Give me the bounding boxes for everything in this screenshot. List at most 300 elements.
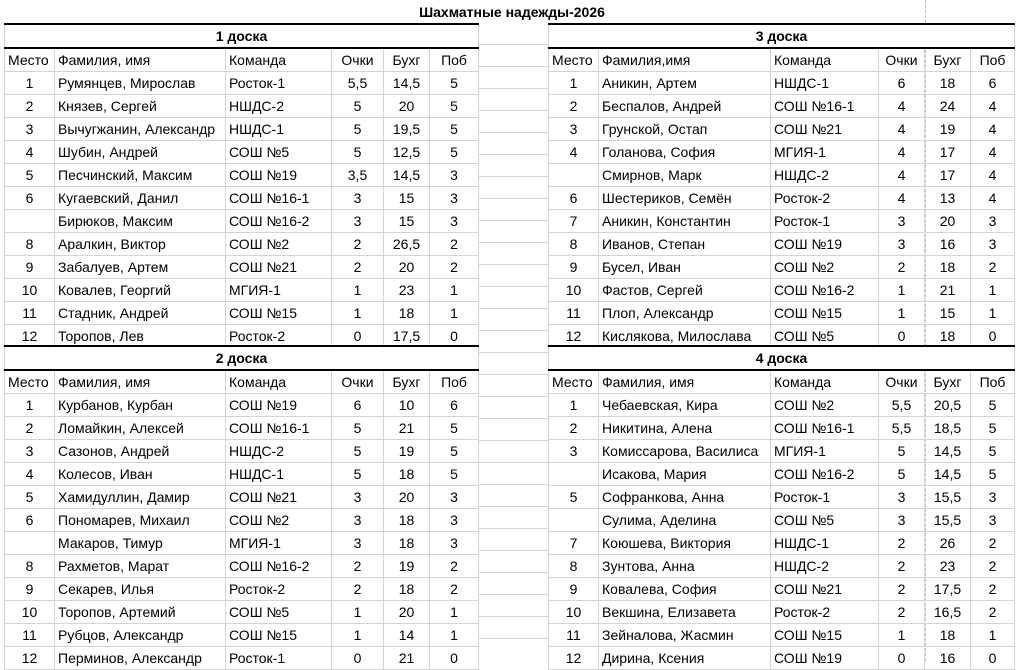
cell-name[interactable]: Смирнов, Марк bbox=[599, 164, 771, 187]
cell-points[interactable]: 1 bbox=[332, 601, 384, 624]
cell-place[interactable]: 1 bbox=[5, 72, 55, 95]
cell-wins[interactable]: 5 bbox=[971, 394, 1015, 417]
cell-buchholz[interactable]: 15,5 bbox=[925, 509, 971, 532]
column-header-place[interactable]: Место bbox=[549, 48, 599, 72]
cell-team[interactable]: СОШ №15 bbox=[226, 624, 332, 647]
cell-buchholz[interactable]: 18 bbox=[384, 532, 430, 555]
cell-place[interactable]: 12 bbox=[549, 647, 599, 670]
cell-name[interactable]: Кугаевский, Данил bbox=[55, 187, 226, 210]
cell-team[interactable]: МГИЯ-1 bbox=[226, 532, 332, 555]
cell-place[interactable]: 2 bbox=[549, 95, 599, 118]
cell-buchholz[interactable]: 19,5 bbox=[384, 118, 430, 141]
cell-buchholz[interactable]: 18 bbox=[925, 624, 971, 647]
cell-points[interactable]: 1 bbox=[879, 279, 925, 302]
cell-buchholz[interactable]: 16 bbox=[925, 233, 971, 256]
cell-team[interactable]: Росток-1 bbox=[226, 72, 332, 95]
cell-team[interactable]: СОШ №15 bbox=[771, 302, 879, 325]
cell-buchholz[interactable]: 10 bbox=[384, 394, 430, 417]
cell-buchholz[interactable]: 24 bbox=[925, 95, 971, 118]
cell-name[interactable]: Бирюков, Максим bbox=[55, 210, 226, 233]
cell-team[interactable]: СОШ №16-1 bbox=[226, 417, 332, 440]
cell-points[interactable]: 2 bbox=[879, 256, 925, 279]
cell-team[interactable]: НШДС-2 bbox=[771, 555, 879, 578]
cell-name[interactable]: Аникин, Константин bbox=[599, 210, 771, 233]
cell-place[interactable]: 10 bbox=[5, 601, 55, 624]
cell-points[interactable]: 5 bbox=[879, 440, 925, 463]
cell-points[interactable]: 6 bbox=[879, 72, 925, 95]
cell-team[interactable]: Росток-2 bbox=[226, 325, 332, 348]
cell-place[interactable]: 6 bbox=[5, 187, 55, 210]
cell-wins[interactable]: 4 bbox=[971, 187, 1015, 210]
column-header-points[interactable]: Очки bbox=[879, 48, 925, 72]
cell-place[interactable]: 1 bbox=[549, 72, 599, 95]
cell-name[interactable]: Грунской, Остап bbox=[599, 118, 771, 141]
cell-points[interactable]: 5,5 bbox=[332, 72, 384, 95]
cell-place[interactable]: 9 bbox=[5, 578, 55, 601]
cell-name[interactable]: Векшина, Елизавета bbox=[599, 601, 771, 624]
cell-buchholz[interactable]: 20 bbox=[384, 486, 430, 509]
cell-team[interactable]: СОШ №5 bbox=[226, 601, 332, 624]
cell-name[interactable]: Торопов, Артемий bbox=[55, 601, 226, 624]
cell-wins[interactable]: 2 bbox=[971, 578, 1015, 601]
cell-points[interactable]: 3 bbox=[332, 187, 384, 210]
cell-wins[interactable]: 0 bbox=[430, 647, 479, 670]
cell-buchholz[interactable]: 26 bbox=[925, 532, 971, 555]
cell-points[interactable]: 2 bbox=[332, 555, 384, 578]
cell-name[interactable]: Чебаевская, Кира bbox=[599, 394, 771, 417]
cell-wins[interactable]: 5 bbox=[971, 417, 1015, 440]
cell-place[interactable]: 11 bbox=[5, 302, 55, 325]
cell-wins[interactable]: 1 bbox=[971, 302, 1015, 325]
cell-place[interactable]: 4 bbox=[5, 463, 55, 486]
cell-name[interactable]: Беспалов, Андрей bbox=[599, 95, 771, 118]
cell-points[interactable]: 2 bbox=[332, 256, 384, 279]
cell-points[interactable]: 3 bbox=[879, 509, 925, 532]
column-header-place[interactable]: Место bbox=[5, 48, 55, 72]
cell-team[interactable]: СОШ №19 bbox=[226, 164, 332, 187]
cell-team[interactable]: СОШ №16-1 bbox=[771, 95, 879, 118]
cell-place[interactable] bbox=[5, 210, 55, 233]
cell-points[interactable]: 5,5 bbox=[879, 394, 925, 417]
cell-place[interactable]: 8 bbox=[5, 555, 55, 578]
column-header-points[interactable]: Очки bbox=[332, 48, 384, 72]
cell-wins[interactable]: 3 bbox=[971, 509, 1015, 532]
cell-team[interactable]: СОШ №16-2 bbox=[771, 279, 879, 302]
cell-wins[interactable]: 2 bbox=[430, 233, 479, 256]
cell-team[interactable]: НШДС-1 bbox=[771, 72, 879, 95]
cell-place[interactable]: 8 bbox=[5, 233, 55, 256]
cell-wins[interactable]: 3 bbox=[430, 486, 479, 509]
cell-buchholz[interactable]: 14,5 bbox=[384, 164, 430, 187]
cell-name[interactable]: Ковалев, Георгий bbox=[55, 279, 226, 302]
cell-points[interactable]: 5 bbox=[332, 95, 384, 118]
cell-buchholz[interactable]: 21 bbox=[925, 279, 971, 302]
cell-wins[interactable]: 1 bbox=[430, 302, 479, 325]
cell-wins[interactable]: 5 bbox=[430, 440, 479, 463]
column-header-name[interactable]: Фамилия, имя bbox=[55, 48, 226, 72]
cell-points[interactable]: 0 bbox=[332, 647, 384, 670]
cell-team[interactable]: СОШ №16-2 bbox=[226, 555, 332, 578]
cell-name[interactable]: Сазонов, Андрей bbox=[55, 440, 226, 463]
cell-name[interactable]: Сулима, Аделина bbox=[599, 509, 771, 532]
cell-name[interactable]: Румянцев, Мирослав bbox=[55, 72, 226, 95]
cell-wins[interactable]: 6 bbox=[971, 72, 1015, 95]
cell-team[interactable]: СОШ №19 bbox=[771, 233, 879, 256]
cell-buchholz[interactable]: 15,5 bbox=[925, 486, 971, 509]
cell-team[interactable]: СОШ №21 bbox=[226, 256, 332, 279]
cell-name[interactable]: Никитина, Алена bbox=[599, 417, 771, 440]
cell-wins[interactable]: 2 bbox=[430, 578, 479, 601]
cell-place[interactable]: 1 bbox=[549, 394, 599, 417]
cell-wins[interactable]: 3 bbox=[971, 233, 1015, 256]
cell-team[interactable]: НШДС-1 bbox=[226, 118, 332, 141]
cell-name[interactable]: Софранкова, Анна bbox=[599, 486, 771, 509]
column-header-wins[interactable]: Поб bbox=[971, 48, 1015, 72]
cell-team[interactable]: СОШ №21 bbox=[226, 486, 332, 509]
cell-wins[interactable]: 1 bbox=[971, 279, 1015, 302]
cell-points[interactable]: 0 bbox=[879, 325, 925, 348]
cell-buchholz[interactable]: 14 bbox=[384, 624, 430, 647]
cell-points[interactable]: 5,5 bbox=[879, 417, 925, 440]
column-header-wins[interactable]: Поб bbox=[971, 370, 1015, 394]
cell-wins[interactable]: 2 bbox=[971, 555, 1015, 578]
cell-name[interactable]: Исакова, Мария bbox=[599, 463, 771, 486]
cell-place[interactable]: 9 bbox=[5, 256, 55, 279]
cell-buchholz[interactable]: 18 bbox=[384, 509, 430, 532]
column-header-name[interactable]: Фамилия, имя bbox=[55, 370, 226, 394]
cell-points[interactable]: 4 bbox=[879, 118, 925, 141]
cell-name[interactable]: Иванов, Степан bbox=[599, 233, 771, 256]
cell-wins[interactable]: 2 bbox=[971, 256, 1015, 279]
cell-place[interactable]: 10 bbox=[549, 601, 599, 624]
cell-buchholz[interactable]: 16 bbox=[925, 647, 971, 670]
cell-points[interactable]: 5 bbox=[332, 118, 384, 141]
cell-buchholz[interactable]: 15 bbox=[384, 187, 430, 210]
cell-wins[interactable]: 4 bbox=[971, 141, 1015, 164]
cell-points[interactable]: 1 bbox=[879, 302, 925, 325]
cell-place[interactable]: 7 bbox=[549, 532, 599, 555]
cell-buchholz[interactable]: 23 bbox=[925, 555, 971, 578]
cell-name[interactable]: Дирина, Ксения bbox=[599, 647, 771, 670]
cell-buchholz[interactable]: 26,5 bbox=[384, 233, 430, 256]
cell-buchholz[interactable]: 19 bbox=[384, 555, 430, 578]
cell-place[interactable] bbox=[549, 164, 599, 187]
cell-buchholz[interactable]: 18,5 bbox=[925, 417, 971, 440]
column-header-team[interactable]: Команда bbox=[771, 370, 879, 394]
cell-team[interactable]: Росток-2 bbox=[771, 187, 879, 210]
cell-team[interactable]: СОШ №16-2 bbox=[226, 210, 332, 233]
cell-name[interactable]: Забалуев, Артем bbox=[55, 256, 226, 279]
cell-place[interactable]: 11 bbox=[549, 302, 599, 325]
cell-place[interactable]: 5 bbox=[5, 164, 55, 187]
cell-wins[interactable]: 3 bbox=[971, 486, 1015, 509]
cell-points[interactable]: 1 bbox=[332, 279, 384, 302]
cell-team[interactable]: НШДС-2 bbox=[771, 164, 879, 187]
cell-team[interactable]: МГИЯ-1 bbox=[771, 141, 879, 164]
cell-wins[interactable]: 5 bbox=[430, 95, 479, 118]
cell-team[interactable]: СОШ №5 bbox=[771, 509, 879, 532]
cell-team[interactable]: СОШ №15 bbox=[226, 302, 332, 325]
cell-wins[interactable]: 4 bbox=[971, 164, 1015, 187]
cell-team[interactable]: СОШ №5 bbox=[226, 141, 332, 164]
cell-points[interactable]: 2 bbox=[332, 578, 384, 601]
cell-points[interactable]: 3 bbox=[332, 509, 384, 532]
cell-team[interactable]: СОШ №2 bbox=[226, 233, 332, 256]
cell-buchholz[interactable]: 19 bbox=[925, 118, 971, 141]
cell-wins[interactable]: 3 bbox=[430, 532, 479, 555]
cell-buchholz[interactable]: 21 bbox=[384, 417, 430, 440]
cell-place[interactable]: 2 bbox=[5, 95, 55, 118]
cell-place[interactable]: 10 bbox=[549, 279, 599, 302]
cell-buchholz[interactable]: 20 bbox=[384, 256, 430, 279]
cell-team[interactable]: СОШ №16-2 bbox=[771, 463, 879, 486]
cell-team[interactable]: НШДС-1 bbox=[226, 463, 332, 486]
cell-team[interactable]: Росток-1 bbox=[226, 647, 332, 670]
column-header-points[interactable]: Очки bbox=[879, 370, 925, 394]
cell-points[interactable]: 2 bbox=[332, 233, 384, 256]
column-header-buchholz[interactable]: Бухг bbox=[925, 48, 971, 72]
cell-wins[interactable]: 5 bbox=[430, 417, 479, 440]
cell-points[interactable]: 2 bbox=[879, 601, 925, 624]
cell-points[interactable]: 5 bbox=[332, 463, 384, 486]
cell-wins[interactable]: 2 bbox=[430, 256, 479, 279]
column-header-team[interactable]: Команда bbox=[226, 370, 332, 394]
cell-name[interactable]: Фастов, Сергей bbox=[599, 279, 771, 302]
cell-place[interactable]: 6 bbox=[5, 509, 55, 532]
cell-place[interactable]: 3 bbox=[5, 440, 55, 463]
cell-place[interactable]: 6 bbox=[549, 187, 599, 210]
cell-place[interactable]: 11 bbox=[5, 624, 55, 647]
cell-buchholz[interactable]: 15 bbox=[925, 302, 971, 325]
cell-buchholz[interactable]: 18 bbox=[925, 72, 971, 95]
cell-team[interactable]: СОШ №19 bbox=[226, 394, 332, 417]
cell-wins[interactable]: 2 bbox=[430, 555, 479, 578]
cell-name[interactable]: Рубцов, Александр bbox=[55, 624, 226, 647]
cell-name[interactable]: Аникин, Артем bbox=[599, 72, 771, 95]
cell-name[interactable]: Торопов, Лев bbox=[55, 325, 226, 348]
cell-name[interactable]: Шестериков, Семён bbox=[599, 187, 771, 210]
column-header-buchholz[interactable]: Бухг bbox=[384, 48, 430, 72]
cell-place[interactable] bbox=[549, 509, 599, 532]
cell-name[interactable]: Зунтова, Анна bbox=[599, 555, 771, 578]
cell-wins[interactable]: 3 bbox=[430, 187, 479, 210]
cell-buchholz[interactable]: 19 bbox=[384, 440, 430, 463]
cell-name[interactable]: Ковалева, София bbox=[599, 578, 771, 601]
cell-name[interactable]: Зейналова, Жасмин bbox=[599, 624, 771, 647]
cell-points[interactable]: 0 bbox=[332, 325, 384, 348]
cell-buchholz[interactable]: 18 bbox=[925, 325, 971, 348]
cell-name[interactable]: Перминов, Александр bbox=[55, 647, 226, 670]
cell-points[interactable]: 1 bbox=[332, 302, 384, 325]
cell-place[interactable]: 9 bbox=[549, 256, 599, 279]
cell-points[interactable]: 3 bbox=[332, 210, 384, 233]
cell-place[interactable] bbox=[549, 463, 599, 486]
cell-name[interactable]: Голанова, София bbox=[599, 141, 771, 164]
cell-wins[interactable]: 3 bbox=[971, 210, 1015, 233]
cell-points[interactable]: 1 bbox=[332, 624, 384, 647]
cell-wins[interactable]: 6 bbox=[430, 394, 479, 417]
cell-wins[interactable]: 3 bbox=[430, 164, 479, 187]
cell-buchholz[interactable]: 13 bbox=[925, 187, 971, 210]
column-header-place[interactable]: Место bbox=[549, 370, 599, 394]
cell-place[interactable]: 2 bbox=[5, 417, 55, 440]
cell-team[interactable]: СОШ №16-1 bbox=[226, 187, 332, 210]
cell-place[interactable]: 5 bbox=[549, 486, 599, 509]
cell-points[interactable]: 5 bbox=[879, 463, 925, 486]
cell-points[interactable]: 3 bbox=[879, 233, 925, 256]
cell-buchholz[interactable]: 23 bbox=[384, 279, 430, 302]
cell-wins[interactable]: 5 bbox=[430, 141, 479, 164]
cell-buchholz[interactable]: 17,5 bbox=[384, 325, 430, 348]
cell-points[interactable]: 5 bbox=[332, 141, 384, 164]
cell-name[interactable]: Песчинский, Максим bbox=[55, 164, 226, 187]
cell-wins[interactable]: 5 bbox=[430, 463, 479, 486]
cell-name[interactable]: Колесов, Иван bbox=[55, 463, 226, 486]
cell-points[interactable]: 3,5 bbox=[332, 164, 384, 187]
cell-name[interactable]: Кислякова, Милослава bbox=[599, 325, 771, 348]
cell-buchholz[interactable]: 18 bbox=[925, 256, 971, 279]
cell-name[interactable]: Аралкин, Виктор bbox=[55, 233, 226, 256]
cell-name[interactable]: Князев, Сергей bbox=[55, 95, 226, 118]
cell-team[interactable]: СОШ №21 bbox=[771, 578, 879, 601]
cell-points[interactable]: 4 bbox=[879, 141, 925, 164]
cell-buchholz[interactable]: 17 bbox=[925, 141, 971, 164]
cell-points[interactable]: 4 bbox=[879, 95, 925, 118]
cell-team[interactable]: СОШ №2 bbox=[771, 394, 879, 417]
cell-team[interactable]: НШДС-1 bbox=[771, 532, 879, 555]
cell-name[interactable]: Коюшева, Виктория bbox=[599, 532, 771, 555]
cell-points[interactable]: 6 bbox=[332, 394, 384, 417]
cell-name[interactable]: Ломайкин, Алексей bbox=[55, 417, 226, 440]
column-header-name[interactable]: Фамилия,имя bbox=[599, 48, 771, 72]
cell-buchholz[interactable]: 16,5 bbox=[925, 601, 971, 624]
cell-buchholz[interactable]: 12,5 bbox=[384, 141, 430, 164]
cell-team[interactable]: Росток-1 bbox=[771, 486, 879, 509]
cell-name[interactable]: Рахметов, Марат bbox=[55, 555, 226, 578]
cell-buchholz[interactable]: 15 bbox=[384, 210, 430, 233]
cell-place[interactable]: 7 bbox=[549, 210, 599, 233]
cell-name[interactable]: Секарев, Илья bbox=[55, 578, 226, 601]
cell-buchholz[interactable]: 17 bbox=[925, 164, 971, 187]
cell-wins[interactable]: 3 bbox=[430, 210, 479, 233]
cell-team[interactable]: НШДС-2 bbox=[226, 440, 332, 463]
cell-place[interactable]: 11 bbox=[549, 624, 599, 647]
column-header-team[interactable]: Команда bbox=[771, 48, 879, 72]
cell-team[interactable]: НШДС-2 bbox=[226, 95, 332, 118]
cell-wins[interactable]: 2 bbox=[971, 532, 1015, 555]
cell-place[interactable]: 8 bbox=[549, 555, 599, 578]
cell-place[interactable]: 8 bbox=[549, 233, 599, 256]
cell-wins[interactable]: 5 bbox=[430, 118, 479, 141]
cell-name[interactable]: Плоп, Александр bbox=[599, 302, 771, 325]
cell-team[interactable]: Росток-2 bbox=[226, 578, 332, 601]
cell-team[interactable]: СОШ №5 bbox=[771, 325, 879, 348]
cell-wins[interactable]: 1 bbox=[971, 624, 1015, 647]
column-header-team[interactable]: Команда bbox=[226, 48, 332, 72]
cell-place[interactable]: 12 bbox=[5, 647, 55, 670]
cell-place[interactable]: 9 bbox=[549, 578, 599, 601]
cell-team[interactable]: СОШ №2 bbox=[771, 256, 879, 279]
cell-team[interactable]: Росток-2 bbox=[771, 601, 879, 624]
column-header-buchholz[interactable]: Бухг bbox=[384, 370, 430, 394]
cell-points[interactable]: 1 bbox=[879, 624, 925, 647]
cell-name[interactable]: Бусел, Иван bbox=[599, 256, 771, 279]
cell-buchholz[interactable]: 21 bbox=[384, 647, 430, 670]
cell-name[interactable]: Макаров, Тимур bbox=[55, 532, 226, 555]
cell-wins[interactable]: 1 bbox=[430, 279, 479, 302]
cell-buchholz[interactable]: 18 bbox=[384, 463, 430, 486]
cell-name[interactable]: Вычугжанин, Александр bbox=[55, 118, 226, 141]
cell-place[interactable]: 3 bbox=[549, 440, 599, 463]
cell-buchholz[interactable]: 18 bbox=[384, 302, 430, 325]
cell-wins[interactable]: 5 bbox=[971, 440, 1015, 463]
column-header-name[interactable]: Фамилия, имя bbox=[599, 370, 771, 394]
cell-points[interactable]: 2 bbox=[879, 555, 925, 578]
cell-team[interactable]: МГИЯ-1 bbox=[226, 279, 332, 302]
cell-name[interactable]: Пономарев, Михаил bbox=[55, 509, 226, 532]
cell-wins[interactable]: 4 bbox=[971, 95, 1015, 118]
cell-name[interactable]: Комиссарова, Василиса bbox=[599, 440, 771, 463]
cell-team[interactable]: Росток-1 bbox=[771, 210, 879, 233]
cell-team[interactable]: СОШ №19 bbox=[771, 647, 879, 670]
cell-team[interactable]: СОШ №2 bbox=[226, 509, 332, 532]
cell-name[interactable]: Курбанов, Курбан bbox=[55, 394, 226, 417]
cell-place[interactable]: 12 bbox=[5, 325, 55, 348]
cell-place[interactable]: 2 bbox=[549, 417, 599, 440]
cell-name[interactable]: Хамидуллин, Дамир bbox=[55, 486, 226, 509]
cell-place[interactable]: 1 bbox=[5, 394, 55, 417]
cell-buchholz[interactable]: 14,5 bbox=[925, 440, 971, 463]
cell-wins[interactable]: 0 bbox=[971, 647, 1015, 670]
cell-points[interactable]: 5 bbox=[332, 417, 384, 440]
cell-team[interactable]: СОШ №15 bbox=[771, 624, 879, 647]
cell-place[interactable]: 10 bbox=[5, 279, 55, 302]
column-header-buchholz[interactable]: Бухг bbox=[925, 370, 971, 394]
cell-points[interactable]: 4 bbox=[879, 187, 925, 210]
cell-place[interactable]: 4 bbox=[549, 141, 599, 164]
cell-buchholz[interactable]: 17,5 bbox=[925, 578, 971, 601]
cell-wins[interactable]: 1 bbox=[430, 624, 479, 647]
cell-place[interactable]: 5 bbox=[5, 486, 55, 509]
column-header-place[interactable]: Место bbox=[5, 370, 55, 394]
column-header-wins[interactable]: Поб bbox=[430, 370, 479, 394]
cell-points[interactable]: 3 bbox=[332, 532, 384, 555]
cell-buchholz[interactable]: 18 bbox=[384, 578, 430, 601]
cell-buchholz[interactable]: 20 bbox=[384, 95, 430, 118]
cell-points[interactable]: 0 bbox=[879, 647, 925, 670]
column-header-wins[interactable]: Поб bbox=[430, 48, 479, 72]
cell-team[interactable]: СОШ №16-1 bbox=[771, 417, 879, 440]
cell-place[interactable]: 3 bbox=[549, 118, 599, 141]
cell-wins[interactable]: 0 bbox=[971, 325, 1015, 348]
cell-name[interactable]: Шубин, Андрей bbox=[55, 141, 226, 164]
cell-place[interactable]: 12 bbox=[549, 325, 599, 348]
cell-buchholz[interactable]: 14,5 bbox=[384, 72, 430, 95]
cell-wins[interactable]: 5 bbox=[971, 463, 1015, 486]
cell-buchholz[interactable]: 20,5 bbox=[925, 394, 971, 417]
cell-wins[interactable]: 5 bbox=[430, 72, 479, 95]
cell-buchholz[interactable]: 20 bbox=[384, 601, 430, 624]
cell-points[interactable]: 4 bbox=[879, 164, 925, 187]
cell-name[interactable]: Стадник, Андрей bbox=[55, 302, 226, 325]
cell-points[interactable]: 2 bbox=[879, 578, 925, 601]
cell-buchholz[interactable]: 20 bbox=[925, 210, 971, 233]
cell-wins[interactable]: 4 bbox=[971, 118, 1015, 141]
cell-points[interactable]: 3 bbox=[879, 210, 925, 233]
cell-wins[interactable]: 0 bbox=[430, 325, 479, 348]
cell-buchholz[interactable]: 14,5 bbox=[925, 463, 971, 486]
cell-points[interactable]: 2 bbox=[879, 532, 925, 555]
